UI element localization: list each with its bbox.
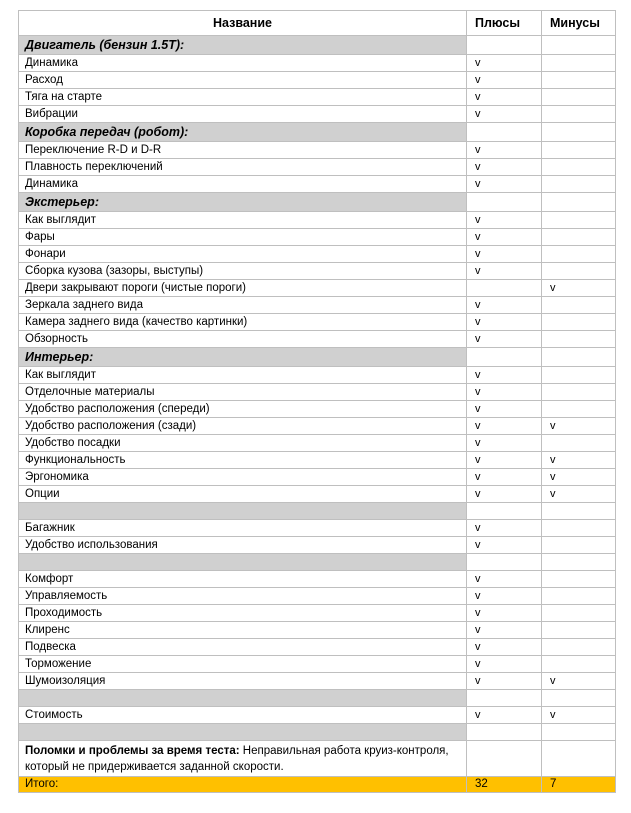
table-row [19, 588, 616, 605]
row-cons-mark [542, 435, 616, 452]
table-row [19, 72, 616, 89]
row-label: Клиренс [19, 622, 467, 639]
row-pros-mark: v [467, 588, 542, 605]
total-pros: 32 [467, 777, 542, 793]
row-pros-mark: v [467, 401, 542, 418]
row-cons-mark [542, 72, 616, 89]
table-row [19, 159, 616, 176]
table-row [19, 537, 616, 554]
row-label: Удобство использования [19, 537, 467, 554]
section-title: Двигатель (бензин 1.5T): [19, 36, 467, 55]
row-cons-mark [542, 571, 616, 588]
row-label: Камера заднего вида (качество картинки) [19, 314, 467, 331]
row-label: Как выглядит [19, 367, 467, 384]
row-pros-mark: v [467, 605, 542, 622]
row-cons-mark [542, 588, 616, 605]
table-row [19, 297, 616, 314]
section-row [19, 348, 616, 367]
row-pros-mark: v [467, 297, 542, 314]
row-cons-mark [542, 55, 616, 72]
row-pros-mark: v [467, 418, 542, 435]
row-label: Плавность переключений [19, 159, 467, 176]
section-pros-cell [467, 193, 542, 212]
table-row [19, 673, 616, 690]
row-pros-mark: v [467, 520, 542, 537]
section-row [19, 36, 616, 55]
separator-cell [19, 690, 467, 707]
table-row [19, 520, 616, 537]
row-pros-mark: v [467, 469, 542, 486]
row-cons-mark: v [542, 469, 616, 486]
row-label: Сборка кузова (зазоры, выступы) [19, 263, 467, 280]
section-title: Интерьер: [19, 348, 467, 367]
table-row [19, 435, 616, 452]
row-pros-mark: v [467, 656, 542, 673]
row-cons-mark: v [542, 418, 616, 435]
row-label: Функциональность [19, 452, 467, 469]
review-table [18, 10, 616, 793]
separator-cons-cell [542, 724, 616, 741]
table-row [19, 469, 616, 486]
table-row [19, 106, 616, 123]
table-row [19, 452, 616, 469]
table-row [19, 212, 616, 229]
table-row [19, 571, 616, 588]
row-pros-mark: v [467, 176, 542, 193]
section-title: Коробка передач (робот): [19, 123, 467, 142]
row-cons-mark: v [542, 486, 616, 503]
row-label: Проходимость [19, 605, 467, 622]
note-pros-cell [467, 741, 542, 777]
total-row [19, 777, 616, 793]
row-label: Переключение R-D и D-R [19, 142, 467, 159]
separator-row [19, 724, 616, 741]
separator-row [19, 690, 616, 707]
total-label: Итого: [19, 777, 467, 793]
table-row [19, 176, 616, 193]
row-cons-mark [542, 229, 616, 246]
row-cons-mark [542, 212, 616, 229]
row-cons-mark [542, 106, 616, 123]
note-title: Поломки и проблемы за время теста: [25, 745, 240, 757]
separator-cons-cell [542, 503, 616, 520]
row-pros-mark: v [467, 314, 542, 331]
row-label: Стоимость [19, 707, 467, 724]
header-pros: Плюсы [467, 11, 542, 36]
row-label: Фары [19, 229, 467, 246]
section-row [19, 123, 616, 142]
row-pros-mark: v [467, 106, 542, 123]
section-cons-cell [542, 36, 616, 55]
row-cons-mark: v [542, 280, 616, 297]
row-pros-mark: v [467, 229, 542, 246]
row-label: Эргономика [19, 469, 467, 486]
note-text: Неправильная работа круиз-контроля, который не придерживается заданной скорости. [25, 745, 449, 773]
row-label: Шумоизоляция [19, 673, 467, 690]
row-pros-mark: v [467, 367, 542, 384]
row-label: Комфорт [19, 571, 467, 588]
table-row [19, 55, 616, 72]
row-label: Удобство расположения (сзади) [19, 418, 467, 435]
row-pros-mark: v [467, 435, 542, 452]
row-cons-mark [542, 176, 616, 193]
separator-cell [19, 554, 467, 571]
table-row [19, 229, 616, 246]
row-pros-mark: v [467, 707, 542, 724]
table-row [19, 486, 616, 503]
row-cons-mark [542, 537, 616, 554]
row-cons-mark [542, 401, 616, 418]
row-cons-mark [542, 246, 616, 263]
row-pros-mark: v [467, 55, 542, 72]
row-pros-mark: v [467, 673, 542, 690]
section-cons-cell [542, 348, 616, 367]
separator-pros-cell [467, 503, 542, 520]
table-row [19, 314, 616, 331]
table-row [19, 280, 616, 297]
row-pros-mark: v [467, 89, 542, 106]
table-row [19, 331, 616, 348]
section-row [19, 193, 616, 212]
row-cons-mark [542, 263, 616, 280]
row-cons-mark: v [542, 707, 616, 724]
section-cons-cell [542, 123, 616, 142]
row-label: Расход [19, 72, 467, 89]
separator-row [19, 503, 616, 520]
row-cons-mark [542, 520, 616, 537]
section-cons-cell [542, 193, 616, 212]
separator-cell [19, 724, 467, 741]
row-pros-mark: v [467, 571, 542, 588]
table-row [19, 384, 616, 401]
note-cell [19, 741, 467, 777]
row-pros-mark: v [467, 537, 542, 554]
row-cons-mark [542, 605, 616, 622]
table-row [19, 622, 616, 639]
row-pros-mark: v [467, 246, 542, 263]
row-pros-mark: v [467, 486, 542, 503]
row-label: Как выглядит [19, 212, 467, 229]
separator-cons-cell [542, 554, 616, 571]
row-pros-mark: v [467, 142, 542, 159]
row-cons-mark [542, 89, 616, 106]
row-label: Удобство расположения (спереди) [19, 401, 467, 418]
table-row [19, 401, 616, 418]
separator-pros-cell [467, 724, 542, 741]
row-cons-mark [542, 639, 616, 656]
row-label: Опции [19, 486, 467, 503]
row-label: Вибрации [19, 106, 467, 123]
table-row [19, 89, 616, 106]
separator-cons-cell [542, 690, 616, 707]
row-label: Багажник [19, 520, 467, 537]
row-label: Фонари [19, 246, 467, 263]
row-pros-mark: v [467, 159, 542, 176]
table-row [19, 263, 616, 280]
table-row [19, 246, 616, 263]
row-cons-mark [542, 297, 616, 314]
section-pros-cell [467, 348, 542, 367]
row-cons-mark [542, 159, 616, 176]
row-cons-mark [542, 622, 616, 639]
separator-cell [19, 503, 467, 520]
row-label: Тяга на старте [19, 89, 467, 106]
table-row [19, 367, 616, 384]
row-pros-mark: v [467, 384, 542, 401]
header-name: Название [19, 11, 467, 36]
section-pros-cell [467, 123, 542, 142]
table-row [19, 707, 616, 724]
note-row [19, 741, 616, 777]
row-cons-mark [542, 656, 616, 673]
row-cons-mark [542, 384, 616, 401]
separator-row [19, 554, 616, 571]
row-pros-mark: v [467, 263, 542, 280]
row-pros-mark: v [467, 331, 542, 348]
table-row [19, 639, 616, 656]
separator-pros-cell [467, 690, 542, 707]
row-pros-mark: v [467, 452, 542, 469]
row-cons-mark [542, 314, 616, 331]
table-row [19, 418, 616, 435]
row-label: Торможение [19, 656, 467, 673]
header-cons: Минусы [542, 11, 616, 36]
table-row [19, 605, 616, 622]
row-label: Удобство посадки [19, 435, 467, 452]
row-label: Управляемость [19, 588, 467, 605]
row-label: Обзорность [19, 331, 467, 348]
total-cons: 7 [542, 777, 616, 793]
row-pros-mark [467, 280, 542, 297]
row-label: Динамика [19, 176, 467, 193]
row-pros-mark: v [467, 212, 542, 229]
row-label: Подвеска [19, 639, 467, 656]
table-body [19, 36, 616, 741]
row-cons-mark [542, 142, 616, 159]
row-pros-mark: v [467, 639, 542, 656]
row-pros-mark: v [467, 622, 542, 639]
row-label: Отделочные материалы [19, 384, 467, 401]
row-cons-mark [542, 367, 616, 384]
row-label: Двери закрывают пороги (чистые пороги) [19, 280, 467, 297]
row-cons-mark [542, 331, 616, 348]
note-cons-cell [542, 741, 616, 777]
row-label: Динамика [19, 55, 467, 72]
table-row [19, 656, 616, 673]
row-cons-mark: v [542, 673, 616, 690]
header-row [19, 11, 616, 36]
section-title: Экстерьер: [19, 193, 467, 212]
table-row [19, 142, 616, 159]
separator-pros-cell [467, 554, 542, 571]
section-pros-cell [467, 36, 542, 55]
row-pros-mark: v [467, 72, 542, 89]
row-label: Зеркала заднего вида [19, 297, 467, 314]
row-cons-mark: v [542, 452, 616, 469]
